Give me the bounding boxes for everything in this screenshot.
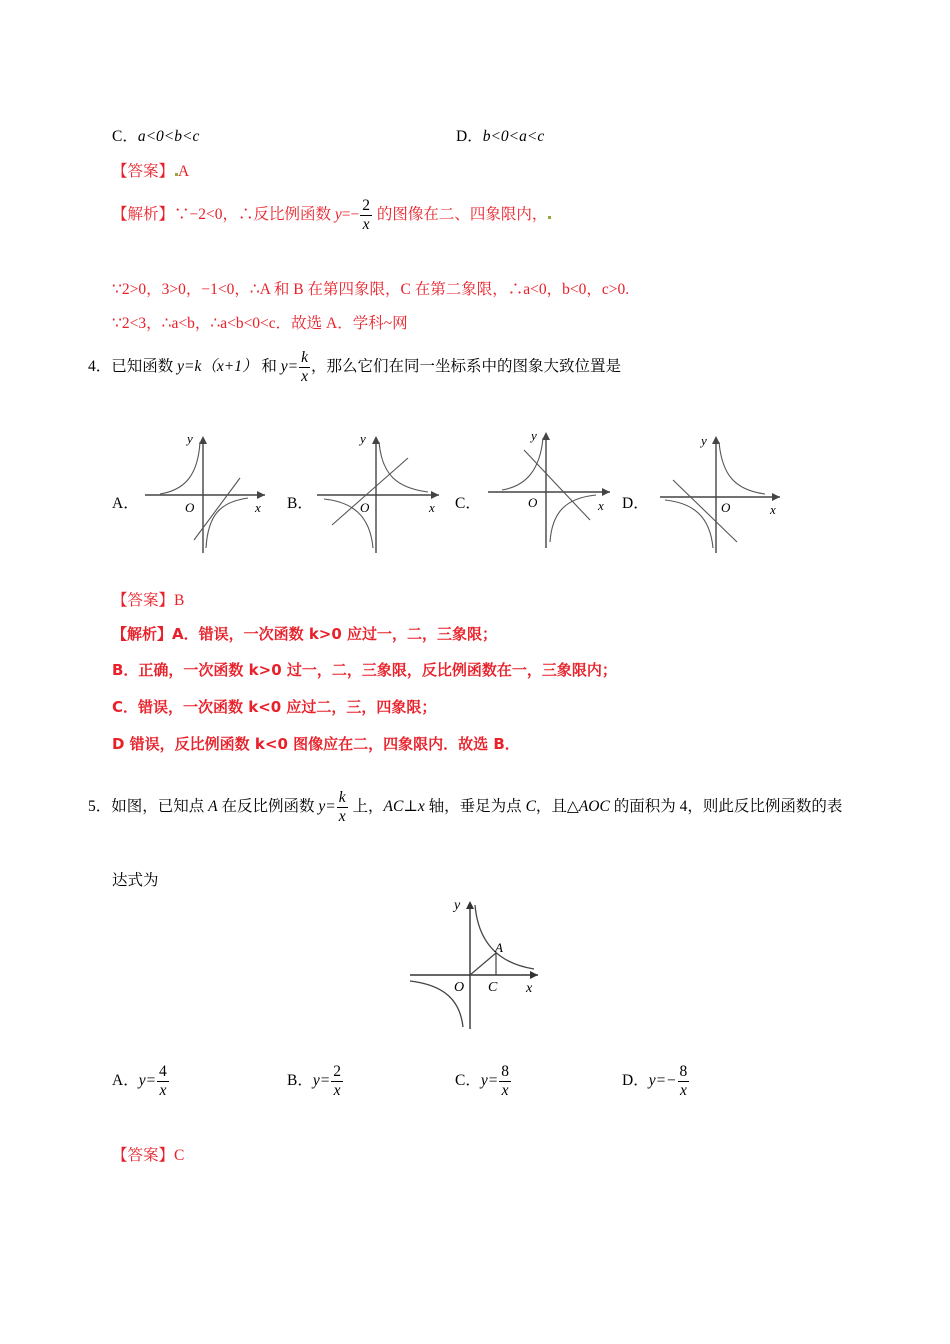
- axis-x-label: x: [429, 500, 435, 515]
- q4-stem: 4．已知函数 y=k（x+1） 和 y= $\frac{k}{x}$ ，那么它们在同一坐标系中的图象大致位置是: [88, 348, 621, 385]
- q5-figure: [406, 895, 546, 1033]
- q4-graph-d: [655, 430, 785, 558]
- q4-graph-b: [312, 430, 444, 558]
- q4-graph-c: [484, 428, 616, 552]
- q3-answer: 【答案】 A: [112, 163, 190, 180]
- q3-option-d: D．b<0<a<c: [456, 128, 545, 145]
- axis-y-label: y: [531, 428, 537, 443]
- fig-x-label: x: [526, 981, 533, 996]
- axis-x-label: x: [598, 498, 604, 513]
- q3-option-c: C．a<0<b<c: [112, 128, 200, 145]
- q3-analysis-line2: ∵2>0，3>0，−1<0，∴A 和 B 在第四象限，C 在第二象限，∴a<0，b<0，c>0.: [112, 281, 630, 298]
- fig-point-c-label: C: [488, 980, 498, 995]
- q4-answer: 【答案】B: [112, 592, 185, 609]
- q3-analysis-line3: ∵2<3，∴a<b，∴a<b<0<c．故选 A．学科~网: [112, 315, 408, 332]
- origin-label: O: [360, 500, 370, 515]
- axis-x-label: x: [770, 502, 776, 517]
- origin-label: O: [721, 500, 731, 515]
- axis-y-label: y: [701, 433, 707, 448]
- q5-option-b: B．y= $\frac{2}{x}$: [287, 1062, 341, 1099]
- q4-graph-a: [140, 430, 270, 558]
- q4-option-c-label: C．: [455, 495, 481, 512]
- q4-analysis-line1: 【解析】A．错误，一次函数 k>0 应过一，二，三象限；: [112, 625, 498, 643]
- q5-stem-line1: 5．如图，已知点 A 在反比例函数 y= $\frac{k}{x}$ 上，AC⊥x 轴，垂足为点 C，且△AOC 的面积为 4，则此反比例函数的表: [88, 788, 843, 825]
- fraction-k-over-x: $\frac{k}{x}$: [301, 348, 308, 385]
- axis-y-label: y: [187, 431, 193, 446]
- origin-label: O: [185, 500, 195, 515]
- fig-origin-label: O: [454, 980, 465, 995]
- q5-option-d: D．y=− $\frac{8}{x}$: [622, 1062, 688, 1099]
- q5-option-a: A．y= $\frac{4}{x}$: [112, 1062, 167, 1099]
- axis-y-label: y: [360, 431, 366, 446]
- fraction-k-over-x: $\frac{k}{x}$: [338, 788, 346, 825]
- q4-analysis-line4: D 错误，反比例函数 k<0 图像应在二，四象限内．故选 B．: [112, 735, 520, 753]
- q4-option-a-label: A．: [112, 495, 139, 512]
- q5-answer: 【答案】C: [112, 1147, 185, 1164]
- q3-analysis-line1: 【解析】∵−2<0，∴反比例函数 y=− $\frac{2}{x}$ 的图像在二、四象限内，: [112, 196, 551, 234]
- fig-point-a-label: A: [495, 940, 503, 955]
- axis-x-label: x: [255, 500, 261, 515]
- q5-stem-line2: 达式为: [112, 872, 159, 889]
- origin-label: O: [528, 495, 538, 510]
- fig-y-label: y: [454, 898, 461, 913]
- q4-analysis-line3: C．错误，一次函数 k<0 应过二，三，四象限；: [112, 698, 437, 716]
- q4-option-b-label: B．: [287, 495, 313, 512]
- fraction-2-over-x: $\frac{2}{x}$: [362, 196, 370, 233]
- q5-option-c: C．y= $\frac{8}{x}$: [455, 1062, 509, 1099]
- q4-option-d-label: D．: [622, 495, 649, 512]
- q4-analysis-line2: B．正确，一次函数 k>0 过一，二，三象限，反比例函数在一，三象限内；: [112, 661, 617, 679]
